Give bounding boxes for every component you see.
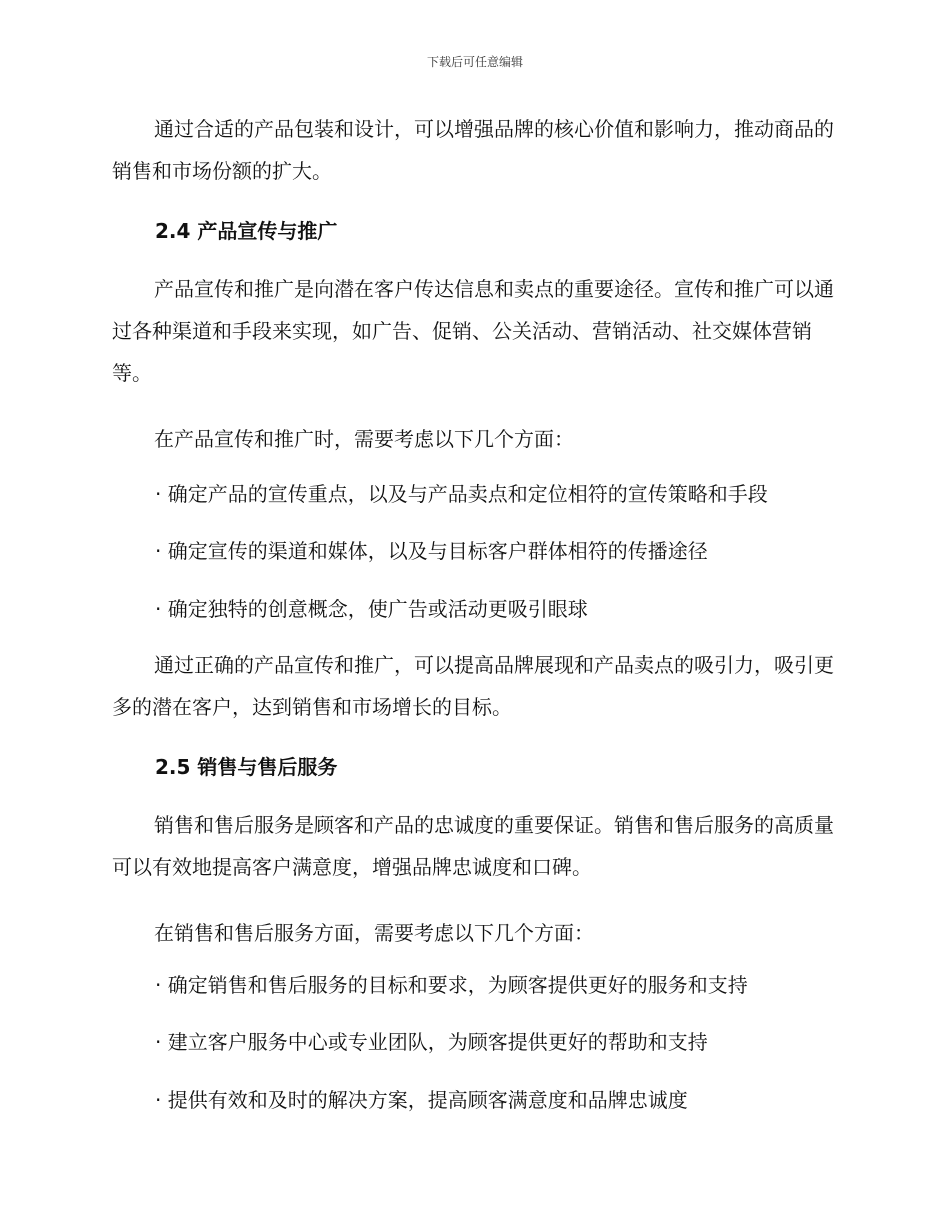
section-heading-2-4: 2.4 产品宣传与推广 — [155, 219, 338, 243]
paragraph-promotion-considerations: 在产品宣传和推广时，需要考虑以下几个方面： — [154, 427, 574, 451]
paragraph-service-intro: 销售和售后服务是顾客和产品的忠诚度的重要保证。销售和售后服务的高质量可以有效地提高客户满意度，增强品牌忠诚度和口碑。 — [112, 813, 834, 879]
paragraph-service-considerations: 在销售和售后服务方面，需要考虑以下几个方面： — [154, 921, 594, 945]
list-item: · 确定销售和售后服务的目标和要求，为顾客提供更好的服务和支持 — [155, 973, 748, 997]
page-header: 下载后可任意编辑 — [426, 55, 523, 69]
paragraph-promotion-conclusion: 通过正确的产品宣传和推广，可以提高品牌展现和产品卖点的吸引力，吸引更多的潜在客户，达到销售和市场增长的目标。 — [112, 653, 834, 719]
paragraph-promotion-intro: 产品宣传和推广是向潜在客户传达信息和卖点的重要途径。宣传和推广可以通过各种渠道和手段来实现，如广告、促销、公关活动、营销活动、社交媒体营销等。 — [112, 277, 834, 385]
list-item: · 确定产品的宣传重点，以及与产品卖点和定位相符的宣传策略和手段 — [155, 482, 768, 506]
list-item: · 确定独特的创意概念，使广告或活动更吸引眼球 — [155, 597, 588, 621]
list-item: · 建立客户服务中心或专业团队，为顾客提供更好的帮助和支持 — [155, 1030, 708, 1054]
list-item: · 确定宣传的渠道和媒体，以及与目标客户群体相符的传播途径 — [155, 539, 708, 563]
paragraph-packaging-conclusion: 通过合适的产品包装和设计，可以增强品牌的核心价值和影响力，推动商品的销售和市场份额的扩大。 — [112, 117, 834, 183]
list-item: · 提供有效和及时的解决方案，提高顾客满意度和品牌忠诚度 — [155, 1088, 688, 1112]
section-heading-2-5: 2.5 销售与售后服务 — [155, 755, 338, 779]
